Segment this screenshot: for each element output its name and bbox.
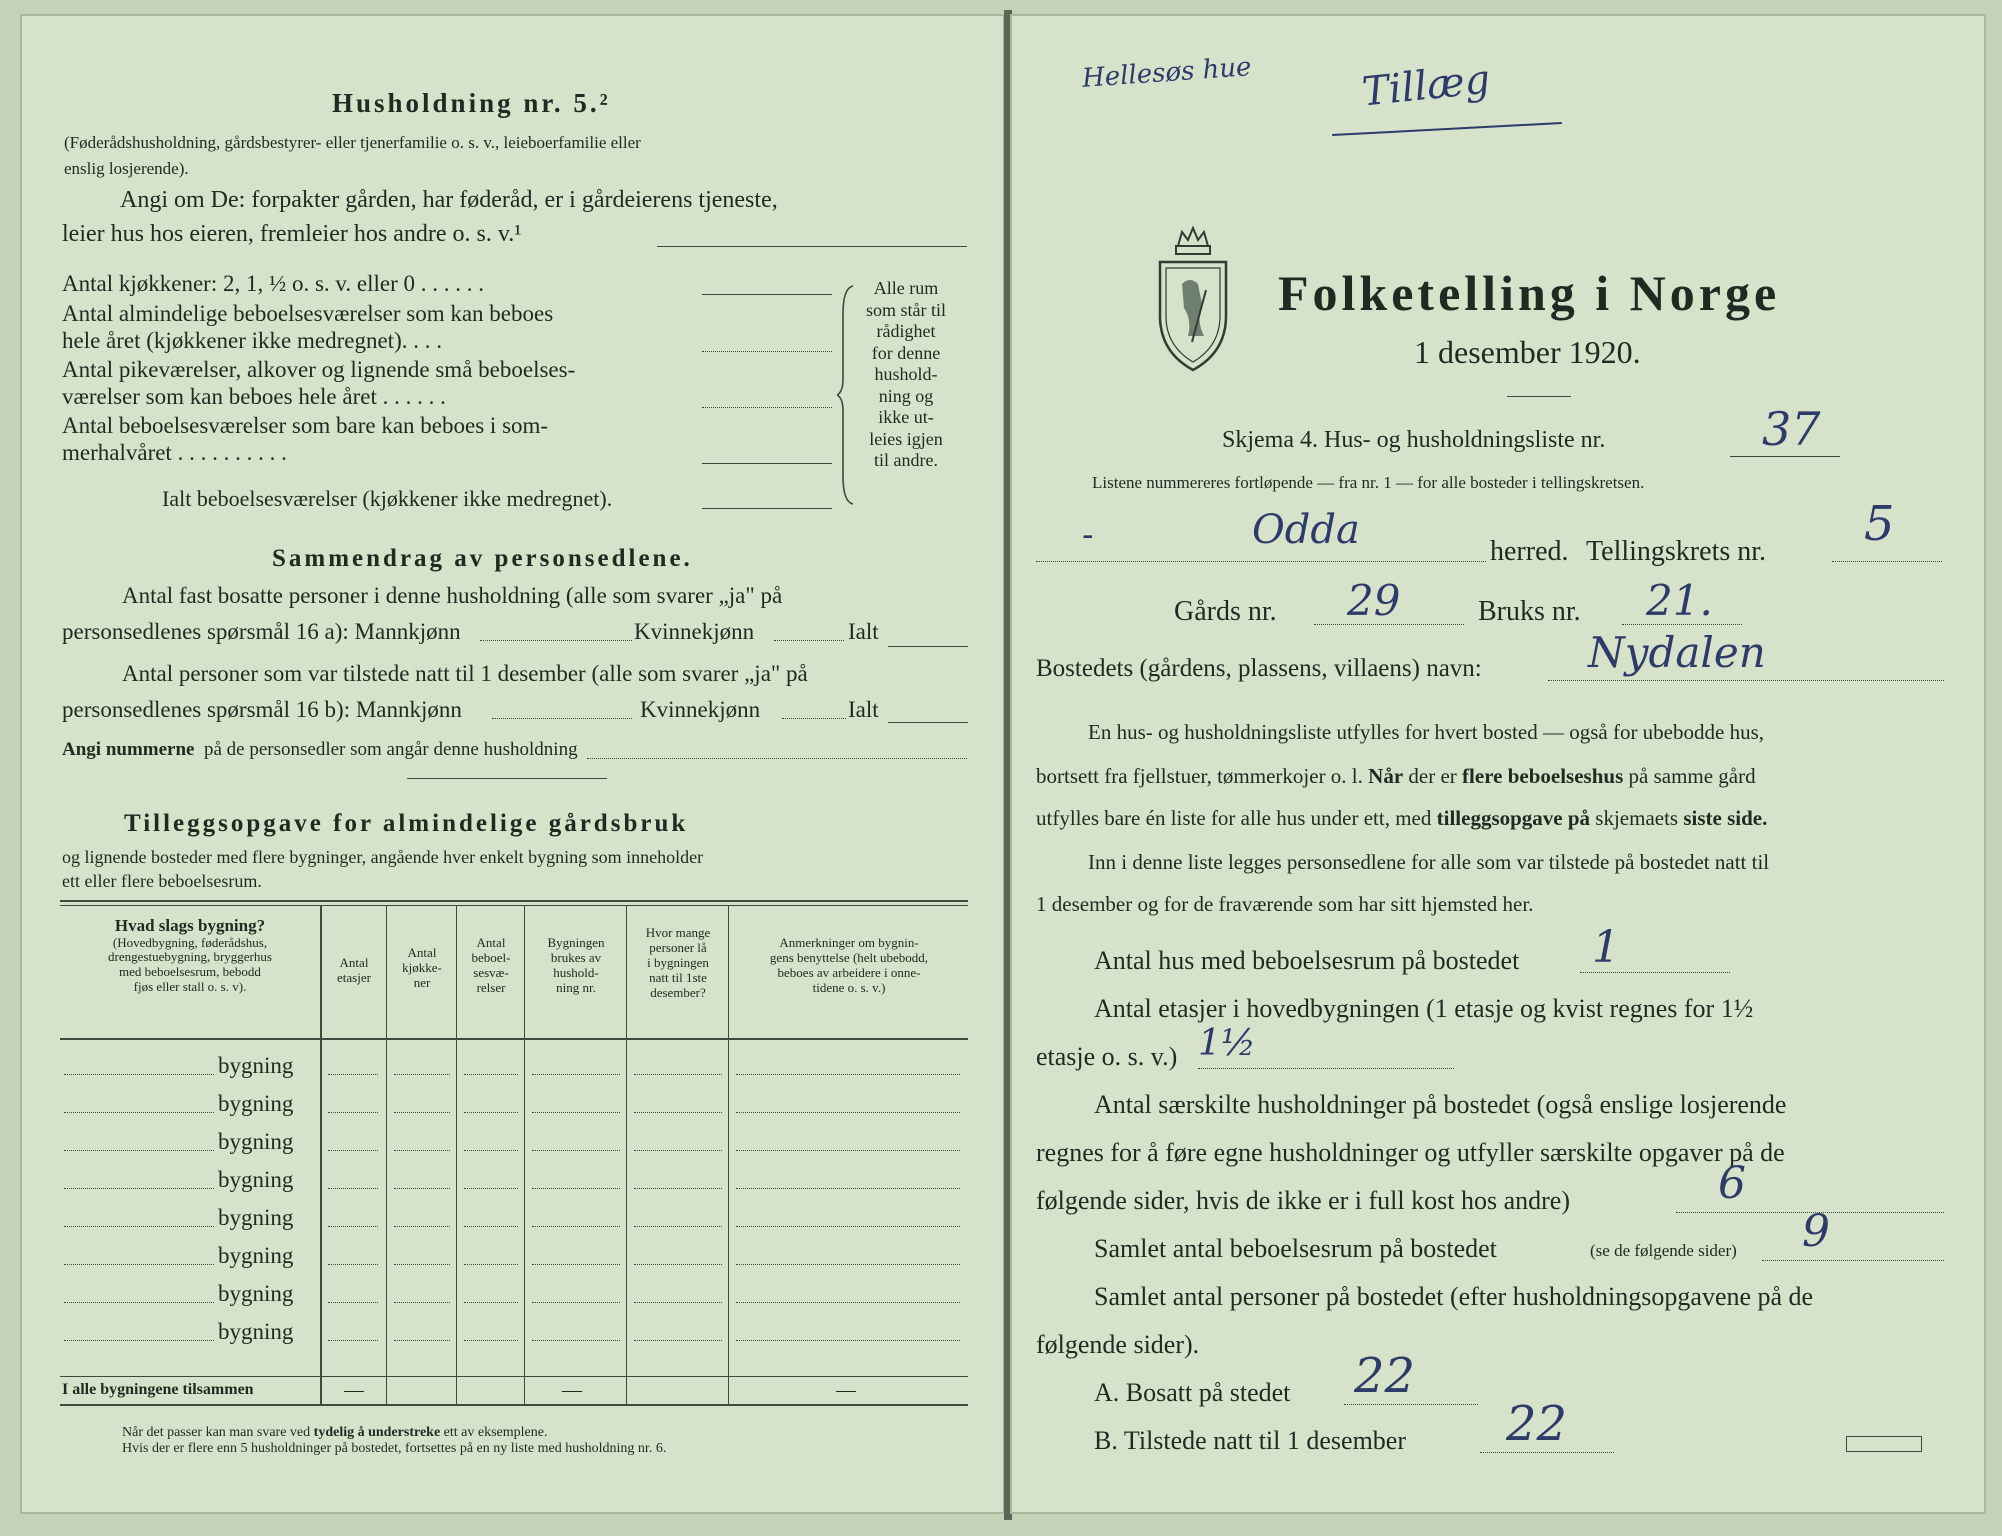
bosatt-label: A. Bosatt på stedet xyxy=(1094,1378,1291,1407)
angi-answer-line xyxy=(657,246,967,247)
table-cell-line xyxy=(634,1112,722,1113)
tillegg-sub-line2: ett eller flere beboelsesrum. xyxy=(62,871,262,891)
header-line: etasjer xyxy=(337,969,371,985)
total-dash-anmerkninger: — xyxy=(836,1379,856,1401)
herred-dash: - xyxy=(1082,515,1094,555)
instr-line1: En hus- og husholdningsliste utfylles for hvert bosted — også for ubebodde hus, xyxy=(1088,720,1764,744)
table-cell-line xyxy=(394,1340,450,1341)
footnote-part: Når det passer kan man svare ved xyxy=(122,1425,314,1440)
table-col-header-personer xyxy=(628,926,728,1001)
rooms-pike-line2: værelser som kan beboes hele året . . . . . . xyxy=(62,384,446,409)
table-cell-line xyxy=(328,1112,378,1113)
header-line: sesvæ- xyxy=(473,964,509,980)
table-cell-line xyxy=(634,1188,722,1189)
side-note-line: som står til xyxy=(866,299,946,320)
tellingskrets-value: 5 xyxy=(1864,496,1895,552)
table-cell-line xyxy=(394,1150,450,1151)
skjema-nr-value: 37 xyxy=(1762,402,1821,456)
table-cell-line xyxy=(736,1150,960,1151)
brace-graphic xyxy=(837,284,859,506)
header-line: beboes av arbeidere i onne- xyxy=(777,964,921,980)
table-col1-sub: med beboelsesrum, bebodd xyxy=(119,964,261,980)
bygning-answer-line xyxy=(64,1188,214,1189)
antal-hus-value: 1 xyxy=(1592,922,1620,973)
bosatt-value: 22 xyxy=(1354,1348,1416,1404)
bosted-value: Nydalen xyxy=(1588,628,1766,677)
herred-line xyxy=(1036,561,1486,562)
side-note-line: til andre. xyxy=(874,450,938,470)
angi-nummerne-bold: Angi nummerne xyxy=(62,739,195,760)
bosted-line xyxy=(1548,680,1944,681)
header-line: Antal xyxy=(407,945,437,960)
bruks-label: Bruks nr. xyxy=(1478,596,1581,627)
samlet-pers-line1: Samlet antal personer på bostedet (efter husholdningsopgavene på de xyxy=(1094,1282,1814,1311)
footnote-line1 xyxy=(122,1426,547,1440)
table-col1-sub: (Hovedbygning, føderådshus, xyxy=(112,934,268,950)
table-cell-line xyxy=(328,1074,378,1075)
table-cell-line xyxy=(464,1340,518,1341)
handwritten-underline xyxy=(1332,122,1562,136)
bygning-answer-line xyxy=(64,1226,214,1227)
table-cell-line xyxy=(736,1264,960,1265)
table-cell-line xyxy=(532,1264,620,1265)
skjema-nr-line xyxy=(1730,456,1840,457)
table-cell-line xyxy=(736,1302,960,1303)
hush-line2: regnes for å føre egne husholdninger og utfyller særskilte opgaver på de xyxy=(1036,1138,1785,1167)
table-cell-line xyxy=(634,1226,722,1227)
table-cell-line xyxy=(634,1302,722,1303)
census-title: Folketelling i Norge xyxy=(1278,265,1781,321)
tilstede-mann-line xyxy=(492,718,632,719)
side-note-line: for denne xyxy=(871,342,941,363)
table-col1-title: Hvad slags bygning? xyxy=(114,916,266,935)
tilstede-line2-ialt: Ialt xyxy=(848,697,879,722)
listene-note: Listene nummereres fortløpende — fra nr. 1 — for alle bosteder i tellingskretsen. xyxy=(1092,473,1645,492)
table-total-label: I alle bygningene tilsammen xyxy=(62,1381,254,1398)
rooms-ialt: Ialt beboelsesværelser (kjøkkener ikke medregnet). xyxy=(162,486,613,511)
header-line: Anmerkninger om bygnin- xyxy=(779,935,919,950)
left-page xyxy=(20,14,1005,1514)
bygning-row-label: bygning xyxy=(218,1319,294,1344)
footnote-emphasis: tydelig å understreke xyxy=(313,1425,441,1440)
side-note-line: leies igjen xyxy=(869,428,943,449)
rooms-som-line1: Antal beboelsesværelser som bare kan beboes i som- xyxy=(62,413,549,438)
table-cell-line xyxy=(532,1150,620,1151)
samlet-rum-note: (se de følgende sider) xyxy=(1590,1241,1737,1260)
table-cell-line xyxy=(328,1150,378,1151)
side-note-line: ning og xyxy=(878,385,934,406)
printer-stamp xyxy=(1846,1436,1922,1452)
bruks-value: 21. xyxy=(1646,576,1713,625)
samlet-rum-line xyxy=(1762,1260,1944,1261)
fast-ialt-line xyxy=(888,646,968,647)
table-cell-line xyxy=(464,1264,518,1265)
table-cell-line xyxy=(394,1302,450,1303)
side-note-line: Alle rum xyxy=(873,278,939,298)
rooms-kjokkener: Antal kjøkkener: 2, 1, ½ o. s. v. eller 0 . . . . . . xyxy=(62,271,485,296)
table-cell-line xyxy=(328,1226,378,1227)
table-col-sep xyxy=(456,905,457,1404)
tilstede-line1: Antal personer som var tilstede natt til 1 desember (alle som svarer „ja" på xyxy=(122,661,808,686)
table-col1-sub: drengestuebygning, bryggerhus xyxy=(108,949,272,965)
instr-part: Når xyxy=(1368,764,1404,788)
table-cell-line xyxy=(394,1188,450,1189)
rooms-alm-line1: Antal almindelige beboelsesværelser som kan beboes xyxy=(62,301,554,326)
table-col-header-husholdning xyxy=(526,936,626,996)
table-cell-line xyxy=(328,1264,378,1265)
table-top-rule-2 xyxy=(60,905,968,906)
bygning-answer-line xyxy=(64,1112,214,1113)
fast-line2-ialt: Ialt xyxy=(848,619,879,644)
table-cell-line xyxy=(532,1112,620,1113)
table-cell-line xyxy=(736,1074,960,1075)
fast-mann-line xyxy=(480,640,632,641)
ialt-answer-line xyxy=(702,508,832,509)
table-col1-sub: fjøs eller stall o. s. v). xyxy=(133,979,247,995)
table-cell-line xyxy=(394,1226,450,1227)
header-line: Hvor mange xyxy=(645,925,711,940)
header-line: beboel- xyxy=(471,949,511,965)
tilstede-ialt-line xyxy=(888,722,968,723)
fast-line2-mann: personsedlenes spørsmål 16 a): Mannkjønn xyxy=(62,619,461,644)
side-note-line: rådighet xyxy=(876,321,936,341)
bygning-answer-line xyxy=(64,1150,214,1151)
rooms-pike-line1: Antal pikeværelser, alkover og lignende små beboelses- xyxy=(62,357,576,382)
header-line: relser xyxy=(476,979,506,995)
header-line: tidene o. s. v.) xyxy=(812,979,886,995)
tellingskrets-label: Tellingskrets nr. xyxy=(1586,536,1767,567)
table-top-rule xyxy=(60,900,968,902)
table-col-header-kjokkener xyxy=(388,946,456,991)
household-title: Husholdning nr. 5.² xyxy=(332,88,611,118)
table-cell-line xyxy=(394,1112,450,1113)
etasjer-value: 1½ xyxy=(1198,1023,1256,1064)
header-line: i bygningen xyxy=(647,954,709,970)
bygning-row-label: bygning xyxy=(218,1205,294,1230)
instr-line2 xyxy=(1036,766,1756,787)
header-line: kjøkke- xyxy=(402,959,442,975)
header-line: Antal xyxy=(339,955,369,970)
tilstede-kvinne-line xyxy=(782,718,846,719)
bygning-row-label: bygning xyxy=(218,1091,294,1116)
bygning-row-label: bygning xyxy=(218,1281,294,1306)
table-cell-line xyxy=(464,1302,518,1303)
angi-line1: Angi om De: forpakter gården, har føderåd, er i gårdeierens tjeneste, xyxy=(120,187,778,213)
skjema-label: Skjema 4. Hus- og husholdningsliste nr. xyxy=(1222,427,1606,453)
header-line: gens benyttelse (helt ubebodd, xyxy=(769,949,929,965)
tilstede-label: B. Tilstede natt til 1 desember xyxy=(1094,1426,1406,1455)
fast-line1: Antal fast bosatte personer i denne husholdning (alle som svarer „ja" på xyxy=(122,583,783,608)
rooms-alm-line2: hele året (kjøkkener ikke medregnet). . . . xyxy=(62,328,442,353)
etasjer-line2: etasje o. s. v.) xyxy=(1036,1042,1178,1071)
bygning-row-label: bygning xyxy=(218,1053,294,1078)
bygning-answer-line xyxy=(64,1074,214,1075)
angi-nummerne-rest: på de personsedler som angår denne husholdning xyxy=(204,739,578,760)
table-cell-line xyxy=(532,1302,620,1303)
header-line: natt til 1ste xyxy=(649,969,707,985)
table-cell-line xyxy=(328,1302,378,1303)
instr-part: tilleggsopgave på xyxy=(1436,806,1591,830)
header-line: Antal xyxy=(476,935,506,950)
table-cell-line xyxy=(328,1340,378,1341)
hush-line3: følgende sider, hvis de ikke er i full kost hos andre) xyxy=(1036,1186,1570,1215)
etasjer-answer-line xyxy=(1198,1068,1454,1069)
fast-line2-kvinne: Kvinnekjønn xyxy=(634,619,755,644)
herred-value: Odda xyxy=(1252,507,1360,553)
bygning-answer-line xyxy=(64,1302,214,1303)
instr-line5: 1 desember og for de fraværende som har sitt hjemsted her. xyxy=(1036,892,1534,916)
antal-hus-label: Antal hus med beboelsesrum på bostedet xyxy=(1094,946,1520,975)
table-cell-line xyxy=(634,1150,722,1151)
table-cell-line xyxy=(394,1074,450,1075)
hush-line1: Antal særskilte husholdninger på bostedet (også enslige losjerende xyxy=(1094,1090,1787,1119)
table-col-sep xyxy=(626,905,627,1404)
tilstede-value: 22 xyxy=(1506,1396,1568,1452)
table-cell-line xyxy=(736,1112,960,1113)
footnote-line2: Hvis der er flere enn 5 husholdninger på bostedet, fortsettes på en ny liste med husholdning nr. 6. xyxy=(122,1441,667,1456)
tillegg-heading: Tilleggsopgave for almindelige gårdsbruk xyxy=(124,810,689,837)
table-cell-line xyxy=(464,1188,518,1189)
tilstede-answer-line xyxy=(1480,1452,1614,1453)
table-col-header-etasjer xyxy=(322,956,386,986)
samlet-rum-label: Samlet antal beboelsesrum på bostedet xyxy=(1094,1234,1497,1263)
table-cell-line xyxy=(464,1074,518,1075)
table-cell-line xyxy=(464,1150,518,1151)
handwritten-tillaeg: Tillæg xyxy=(1359,56,1493,116)
hush-value: 6 xyxy=(1718,1158,1746,1209)
census-date: 1 desember 1920. xyxy=(1414,334,1641,370)
header-line: hushold- xyxy=(553,964,599,980)
instr-part: flere beboelseshus xyxy=(1462,764,1624,788)
fast-kvinne-line xyxy=(774,640,844,641)
header-line: desember? xyxy=(650,984,706,1000)
table-cell-line xyxy=(634,1264,722,1265)
som-answer-line xyxy=(702,463,832,464)
tillegg-sub-line1: og lignende bosteder med flere bygninger, angående hver enkelt bygning som inneholder xyxy=(62,847,704,867)
section-divider xyxy=(407,778,607,779)
tellingskrets-line xyxy=(1832,561,1942,562)
table-col-header-anmerkninger xyxy=(730,936,968,996)
side-note-line: hushold- xyxy=(874,364,938,384)
instr-part: siste side. xyxy=(1683,806,1768,830)
header-line: personer lå xyxy=(649,939,707,955)
table-col1-header xyxy=(62,916,318,995)
instr-part: skjemaets xyxy=(1595,806,1679,830)
table-cell-line xyxy=(532,1074,620,1075)
table-total-rule xyxy=(60,1376,968,1377)
samlet-pers-line2: følgende sider). xyxy=(1036,1330,1200,1359)
alm-answer-line xyxy=(702,351,832,352)
total-dash-etasjer: — xyxy=(344,1379,364,1401)
header-line: ning nr. xyxy=(556,979,596,995)
kjokkener-answer-line xyxy=(702,294,832,295)
tilstede-line2-mann: personsedlenes spørsmål 16 b): Mannkjønn xyxy=(62,697,462,722)
footnote-part: ett av eksemplene. xyxy=(440,1425,548,1440)
coat-of-arms-icon xyxy=(1152,224,1234,374)
pike-answer-line xyxy=(702,407,832,408)
table-cell-line xyxy=(736,1188,960,1189)
instr-part: bortsett fra fjellstuer, tømmerkojer o. l. xyxy=(1036,764,1363,788)
table-cell-line xyxy=(464,1112,518,1113)
instr-line3 xyxy=(1036,808,1767,829)
table-cell-line xyxy=(634,1340,722,1341)
rooms-som-line2: merhalvåret . . . . . . . . . . xyxy=(62,440,287,465)
instr-part: på samme gård xyxy=(1628,764,1756,788)
table-cell-line xyxy=(394,1264,450,1265)
table-cell-line xyxy=(532,1226,620,1227)
header-line: brukes av xyxy=(550,949,602,965)
bygning-answer-line xyxy=(64,1264,214,1265)
header-line: Bygningen xyxy=(547,935,605,950)
header-line: ner xyxy=(413,974,431,990)
instr-part: der er xyxy=(1408,764,1457,788)
gards-value: 29 xyxy=(1347,576,1401,625)
sammendrag-heading: Sammendrag av personsedlene. xyxy=(272,545,693,572)
bygning-answer-line xyxy=(64,1340,214,1341)
herred-label: herred. xyxy=(1490,536,1569,567)
table-bottom-rule xyxy=(60,1404,968,1406)
bygning-row-label: bygning xyxy=(218,1129,294,1154)
table-cell-line xyxy=(532,1340,620,1341)
gards-label: Gårds nr. xyxy=(1174,596,1277,627)
angi-nummerne-line xyxy=(587,758,967,759)
samlet-rum-value: 9 xyxy=(1802,1206,1830,1257)
total-dash-husholdning: — xyxy=(562,1379,582,1401)
angi-line2: leier hus hos eieren, fremleier hos andre o. s. v.¹ xyxy=(62,221,522,247)
tilstede-line2-kvinne: Kvinnekjønn xyxy=(640,697,761,722)
table-col-sep xyxy=(386,905,387,1404)
table-cell-line xyxy=(736,1226,960,1227)
table-col-sep xyxy=(728,905,729,1404)
bygning-row-label: bygning xyxy=(218,1243,294,1268)
bosted-label: Bostedets (gårdens, plassens, villaens) navn: xyxy=(1036,655,1482,682)
table-head-rule xyxy=(60,1038,968,1040)
etasjer-line1: Antal etasjer i hovedbygningen (1 etasje og kvist regnes for 1½ xyxy=(1094,994,1754,1023)
table-col-header-beboelses xyxy=(458,936,524,996)
bygning-row-label: bygning xyxy=(218,1167,294,1192)
table-cell-line xyxy=(532,1188,620,1189)
table-col-sep xyxy=(524,905,525,1404)
rooms-side-note xyxy=(858,278,954,472)
household-subtitle-line1: (Føderådshusholdning, gårdsbestyrer- eller tjenerfamilie o. s. v., leieboerfamilie eller xyxy=(64,133,641,152)
instr-part: utfylles bare én liste for alle hus under ett, med xyxy=(1036,806,1432,830)
table-cell-line xyxy=(736,1340,960,1341)
instr-line4: Inn i denne liste legges personsedlene for alle som var tilstede på bostedet natt til xyxy=(1088,850,1770,874)
table-cell-line xyxy=(634,1074,722,1075)
title-divider xyxy=(1507,396,1571,397)
bosatt-line xyxy=(1344,1404,1478,1405)
table-cell-line xyxy=(464,1226,518,1227)
side-note-line: ikke ut- xyxy=(878,407,934,427)
handwritten-note-top: Hellesøs hue xyxy=(1081,52,1253,94)
table-cell-line xyxy=(328,1188,378,1189)
right-page xyxy=(1010,14,1986,1514)
household-subtitle-line2: enslig losjerende). xyxy=(64,159,189,178)
